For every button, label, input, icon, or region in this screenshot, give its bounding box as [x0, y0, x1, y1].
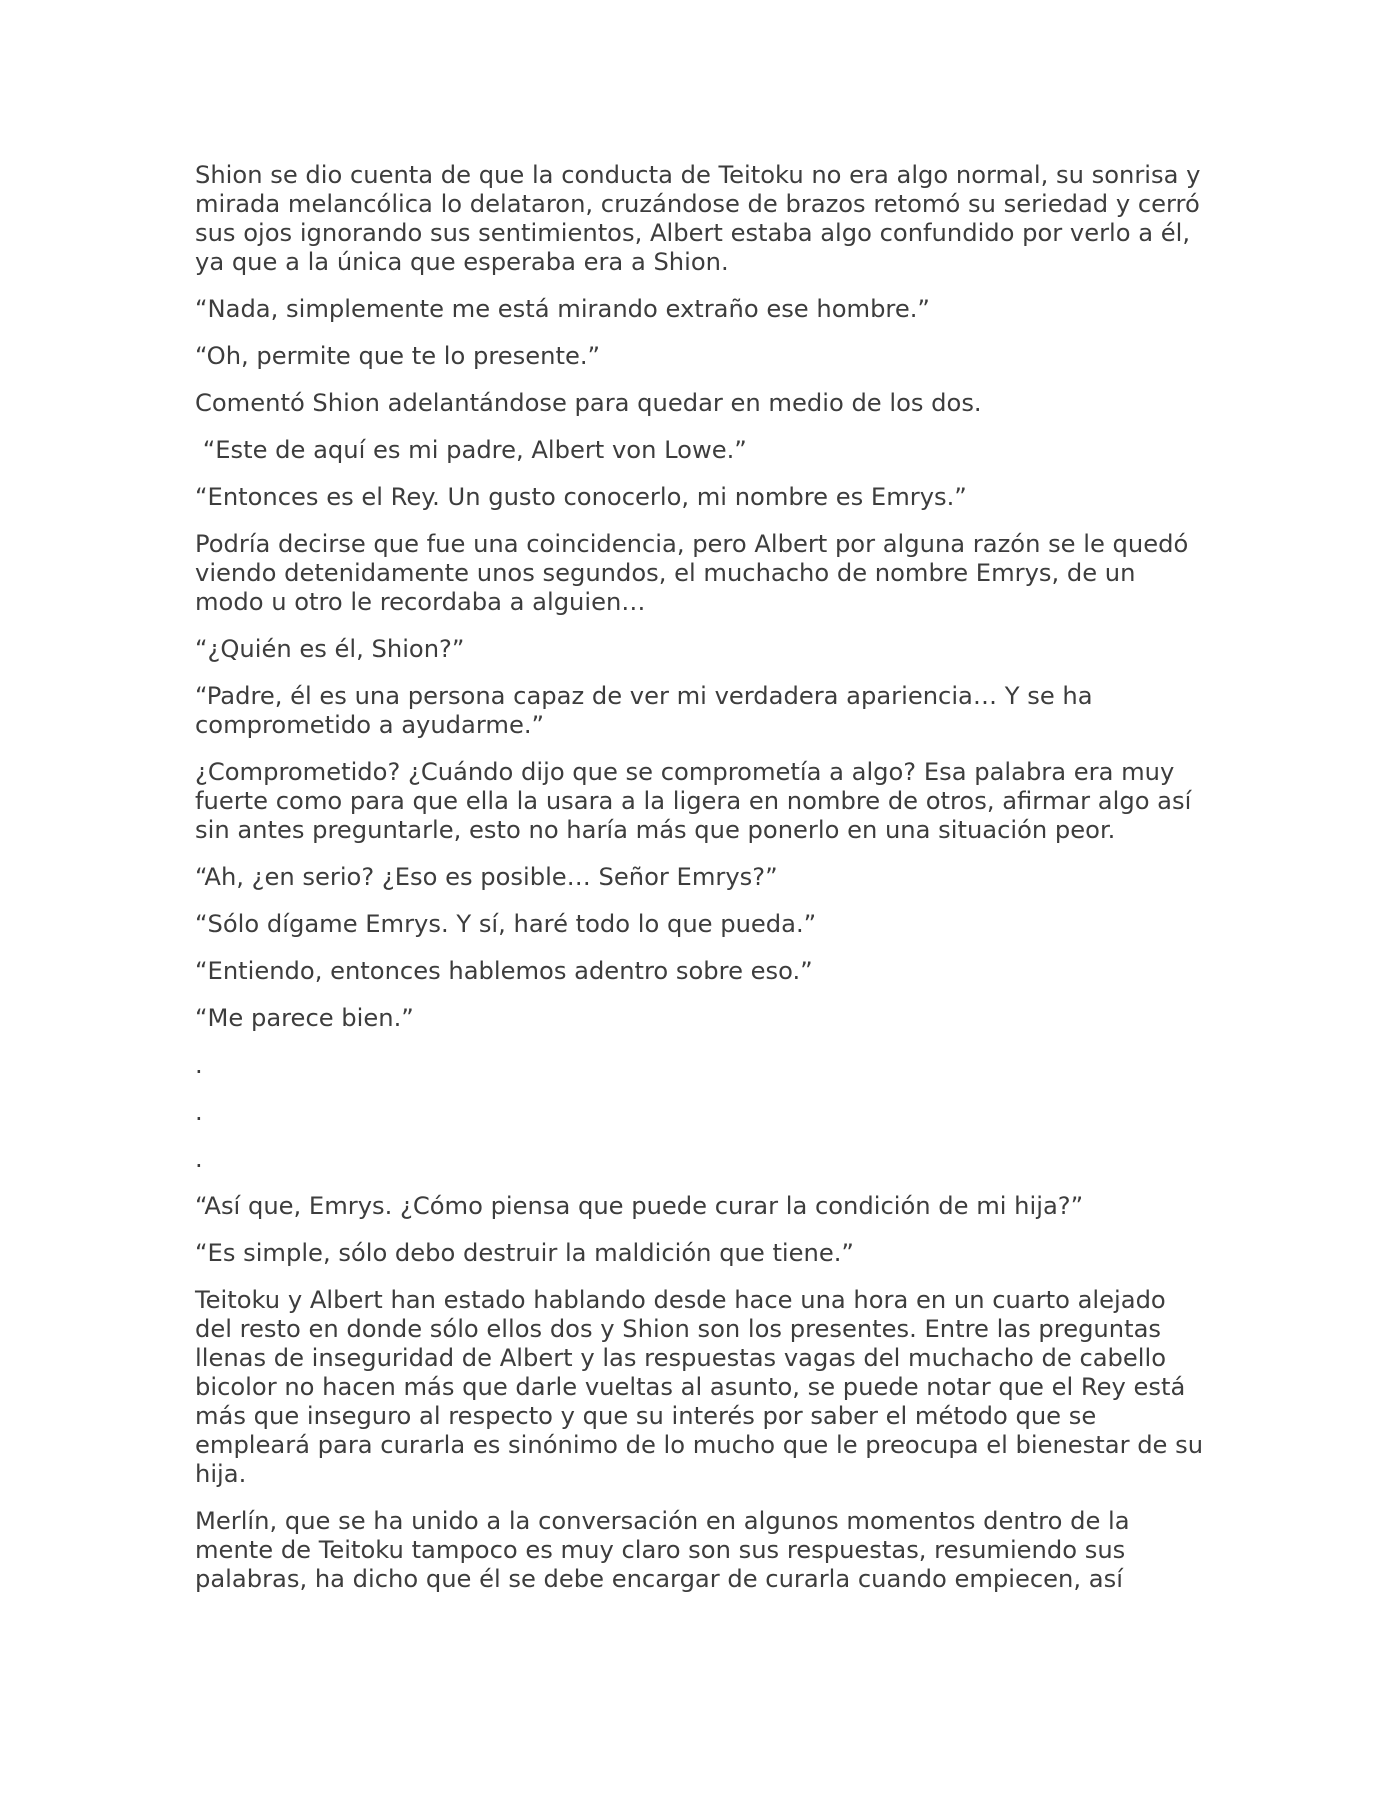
paragraph: “Sólo dígame Emrys. Y sí, haré todo lo que pueda.”	[195, 910, 817, 938]
paragraph: “¿Quién es él, Shion?”	[195, 635, 465, 663]
paragraph: Shion se dio cuenta de que la conducta de Teitoku no era algo normal, su sonrisa y mirada melancólica lo delataron, cruzándose de brazos retomó su seriedad y cerró sus ojos ignorando sus sentimientos, Albert estaba algo confundido por verlo a él, ya que a la única que esperaba era a Shion.	[195, 161, 1201, 276]
paragraph: “Este de aquí es mi padre, Albert von Lowe.”	[195, 436, 747, 464]
paragraph: “Así que, Emrys. ¿Cómo piensa que puede curar la condición de mi hija?”	[195, 1192, 1084, 1220]
paragraph: “Nada, simplemente me está mirando extraño ese hombre.”	[195, 295, 930, 323]
scene-break-dot: .	[195, 1098, 203, 1126]
paragraph: “Entiendo, entonces hablemos adentro sobre eso.”	[195, 957, 813, 985]
paragraph: “Ah, ¿en serio? ¿Eso es posible… Señor Emrys?”	[195, 863, 778, 891]
scene-break-dot: .	[195, 1051, 203, 1079]
paragraph: “Entonces es el Rey. Un gusto conocerlo, mi nombre es Emrys.”	[195, 483, 967, 511]
paragraph: “Es simple, sólo debo destruir la maldición que tiene.”	[195, 1239, 854, 1267]
document-body	[195, 161, 1205, 1612]
paragraph: Comentó Shion adelantándose para quedar en medio de los dos.	[195, 389, 982, 417]
paragraph: Podría decirse que fue una coincidencia, pero Albert por alguna razón se le quedó viendo detenidamente unos segundos, el muchacho de nombre Emrys, de un modo u otro le recordaba a alguien…	[195, 530, 1189, 616]
paragraph: “Oh, permite que te lo presente.”	[195, 342, 601, 370]
paragraph: “Padre, él es una persona capaz de ver mi verdadera apariencia… Y se ha comprometido a ayudarme.”	[195, 682, 1093, 739]
paragraph: Teitoku y Albert han estado hablando desde hace una hora en un cuarto alejado del resto en donde sólo ellos dos y Shion son los presentes. Entre las preguntas llenas de inseguridad de Albert y las respuestas vagas del muchacho de cabello bicolor no hacen más que darle vueltas al asunto, se puede notar que el Rey está más que inseguro al respecto y que su interés por saber el método que se empleará para curarla es sinónimo de lo mucho que le preocupa el bienestar de su hija.	[195, 1286, 1204, 1488]
paragraph: Merlín, que se ha unido a la conversación en algunos momentos dentro de la mente de Teitoku tampoco es muy claro son sus respuestas, resumiendo sus palabras, ha dicho que él se debe encargar de curarla cuando empiecen, así	[195, 1507, 1130, 1593]
paragraph: ¿Comprometido? ¿Cuándo dijo que se comprometía a algo? Esa palabra era muy fuerte como para que ella la usara a la ligera en nombre de otros, afirmar algo así sin antes preguntarle, esto no haría más que ponerlo en una situación peor.	[195, 758, 1192, 844]
paragraph: “Me parece bien.”	[195, 1004, 414, 1032]
scene-break-dot: .	[195, 1145, 203, 1173]
